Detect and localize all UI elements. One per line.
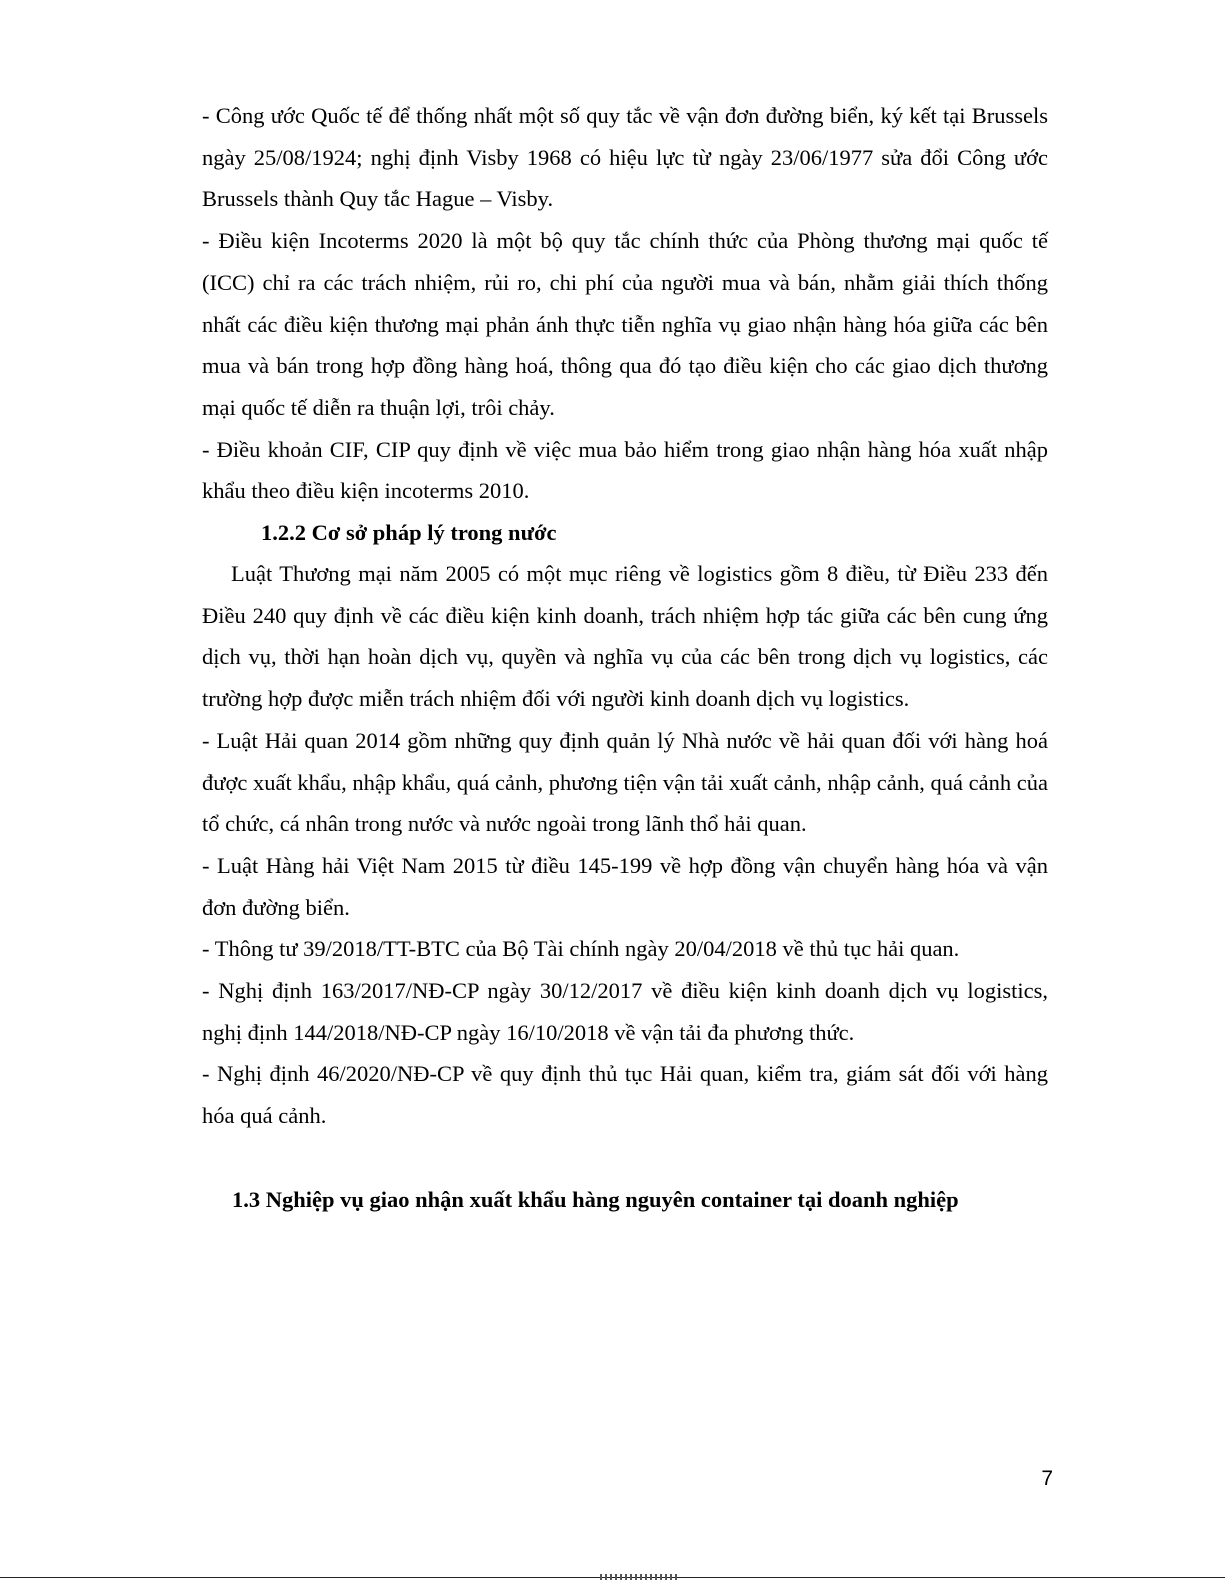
- paragraph-commercial-law-2005: Luật Thương mại năm 2005 có một mục riêng về logistics gồm 8 điều, từ Điều 233 đến Điều 240 quy định về các điều kiện kinh doanh, trách nhiệm hợp tác giữa các bên cung ứng dịch vụ, thời hạn hoàn dịch vụ, quyền và nghĩa vụ của các bên trong dịch vụ logistics, các trường hợp được miễn trách nhiệm đối với người kinh doanh dịch vụ logistics.: [202, 561, 1048, 712]
- paragraph-decree-163-2017: - Nghị định 163/2017/NĐ-CP ngày 30/12/2017 về điều kiện kinh doanh dịch vụ logistics, nghị định 144/2018/NĐ-CP ngày 16/10/2018 về vận tải đa phương thức.: [202, 978, 1048, 1045]
- paragraph-incoterms-2020: - Điều kiện Incoterms 2020 là một bộ quy tắc chính thức của Phòng thương mại quốc tế (ICC) chỉ ra các trách nhiệm, rủi ro, chi phí của người mua và bán, nhằm giải thích thống nhất các điều kiện thương mại phản ánh thực tiễn nghĩa vụ giao nhận hàng hóa giữa các bên mua và bán trong hợp đồng hàng hoá, thông qua đó tạo điều kiện cho các giao dịch thương mại quốc tế diễn ra thuận lợi, trôi chảy.: [202, 228, 1048, 420]
- page-bottom-rule-dots: [600, 1574, 678, 1580]
- paragraph-brussels-convention: - Công ước Quốc tế để thống nhất một số quy tắc về vận đơn đường biển, ký kết tại Brussels ngày 25/08/1924; nghị định Visby 1968 có hiệu lực từ ngày 23/06/1977 sửa đổi Công ước Brussels thành Quy tắc Hague – Visby.: [202, 103, 1048, 212]
- international-legal-basis-section: [202, 95, 1048, 512]
- paragraph-cif-cip: - Điều khoản CIF, CIP quy định về việc mua bảo hiểm trong giao nhận hàng hóa xuất nhập khẩu theo điều kiện incoterms 2010.: [202, 436, 1048, 504]
- paragraph-customs-law-2014: - Luật Hải quan 2014 gồm những quy định quản lý Nhà nước về hải quan đối với hàng hoá được xuất khẩu, nhập khẩu, quá cảnh, phương tiện vận tải xuất cảnh, nhập cảnh, quá cảnh của tổ chức, cá nhân trong nước và nước ngoài trong lãnh thổ hải quan.: [202, 727, 1048, 837]
- section-heading-1-3: 1.3 Nghiệp vụ giao nhận xuất khẩu hàng nguyên container tại doanh nghiệp: [232, 1187, 959, 1212]
- section-heading-1-2-2: 1.2.2 Cơ sở pháp lý trong nước: [261, 520, 557, 545]
- paragraph-circular-39-2018: - Thông tư 39/2018/TT-BTC của Bộ Tài chính ngày 20/04/2018 về thủ tục hải quan.: [202, 936, 960, 962]
- domestic-legal-basis-section: [202, 553, 1048, 1137]
- paragraph-decree-46-2020: - Nghị định 46/2020/NĐ-CP về quy định thủ tục Hải quan, kiểm tra, giám sát đối với hàng hóa quá cảnh.: [202, 1061, 1048, 1129]
- paragraph-maritime-code-2015: - Luật Hàng hải Việt Nam 2015 từ điều 145-199 về hợp đồng vận chuyển hàng hóa và vận đơn đường biển.: [202, 852, 1048, 920]
- page-number: 7: [1041, 1467, 1053, 1490]
